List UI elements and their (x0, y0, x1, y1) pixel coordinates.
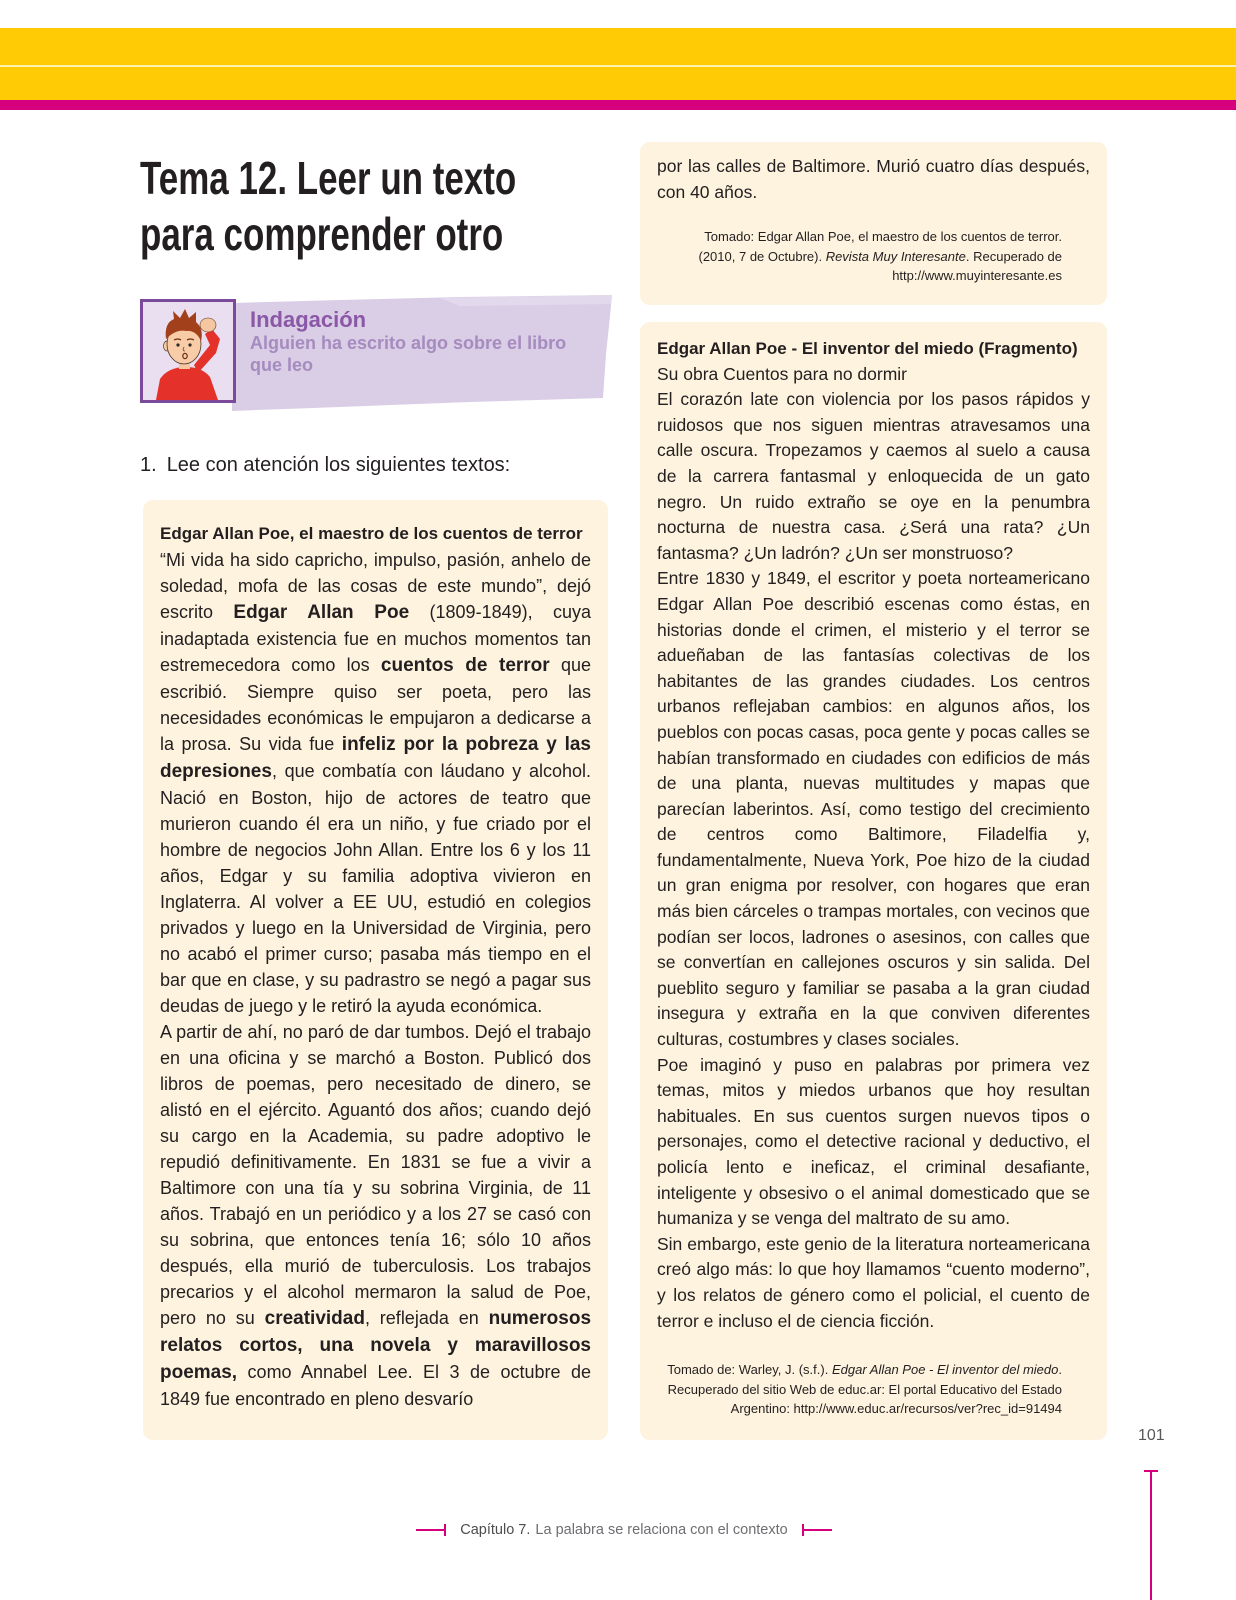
activity-number: 1. (140, 454, 157, 476)
page-title-line-2: para comprender otro (140, 208, 504, 260)
reading-box-text-2 (640, 322, 1107, 1440)
text-2-paragraph: El corazón late con violencia por los pasos rápidos y ruidosos que nos siguen mientras atravesamos una calle oscura. Tropezamos y caemos al suelo a causa de la carrera fantasmal y enloquecida de un gato negro. Un ruido extraño se oye en la penumbra nocturna de nuestra casa. ¿Será una rata? ¿Un fantasma? ¿Un ladrón? ¿Un ser monstruoso? (657, 389, 1090, 563)
indagacion-subtitle: Alguien ha escrito algo sobre el libro que leo (250, 333, 567, 375)
page-number: 101 (1138, 1427, 1165, 1444)
text-run: como Annabel Lee. El 3 de octubre de 1849 fue encontrado en pleno desvarío (160, 1362, 591, 1409)
header-yellow-band (0, 28, 1236, 65)
emphasis-run: infeliz por la pobreza y las depresiones (160, 734, 591, 782)
text-run: (1809-1849), cuya inadaptada existencia fue en muchos momentos tan estremecedora como los (160, 602, 591, 675)
footer-dash-right (802, 1529, 832, 1531)
text-run: , reflejada en (364, 1308, 489, 1328)
text-2-paragraph: Poe imaginó y puso en palabras por primera vez temas, mitos y miedos urbanos que hoy resultan habituales. En sus cuentos surgen nuevos tipos o personajes, como el detective racional y deductivo, el policía lento e ineficaz, el criminal desafiante, inteligente y obsesivo o el animal domesticado que se humaniza y se venga del maltrato de su amo. (657, 1054, 1090, 1229)
indagacion-label: Indagación (250, 307, 367, 332)
text-run: , que combatía con láudano y alcohol. Nació en Boston, hijo de actores de teatro que murieron cuando él era un niño, y fue criado por el hombre de negocios John Allan. Entre los 6 y los 11 años, Edgar y su familia adoptiva vivieron en Inglaterra. Al volver a EE UU, estudió en colegios privados y luego en la Universidad de Virginia, pero no acabó el primer curso; pasaba más tiempo en el bar que en clase, y su padrastro se negó a pagar sus deudas de juego y le retiró la ayuda económica. (160, 761, 591, 1016)
indagacion-section (140, 294, 615, 414)
footer-dash-left (416, 1529, 446, 1531)
thinking-boy-icon (140, 299, 236, 403)
header-yellow-band-lower (0, 67, 1236, 100)
emphasis-run: numerosos relatos cortos, una novela y maravillosos poemas, (160, 1308, 592, 1383)
emphasis-run: creatividad (264, 1308, 365, 1329)
activity-instruction (140, 452, 510, 478)
footer-chapter-number: Capítulo 7. (460, 1522, 531, 1538)
text-1-paragraph (160, 1019, 591, 1412)
text-2-source-citation (657, 1360, 1090, 1419)
text-run: A partir de ahí, no paró de dar tumbos. Dejó el trabajo en una oficina y se marchó a Boston. Publicó dos libros de poemas, pero necesitado de dinero, se alistó en el ejército. Aguantó dos años; cuando dejó su cargo en la Academia, su padre adoptivo le repudió definitivamente. En 1831 se fue a vivir a Baltimore con una tía y su sobrina Virginia, de 11 años. Trabajó en un periódico y a los 27 se casó con su sobrina, que entonces tenía 16; sólo 10 años después, ella murió de tuberculosis. Los trabajos precarios y el alcohol mermaron la salud de Poe, pero no su (160, 1022, 591, 1328)
text-run: que escribió. Siempre quiso ser poeta, pero las necesidades económicas le empujaron a dedicarse a la prosa. Su vida fue (160, 655, 591, 754)
text-2-paragraph: Entre 1830 y 1849, el escritor y poeta norteamericano Edgar Allan Poe describió escenas como éstas, en historias donde el crimen, el misterio y el terror se adueñaban de las fantasías colectivas de los habitantes de las grandes ciudades. Los centros urbanos reflejaban cambios: en algunos años, los pueblos con pocas casas, poca gente y pocas calles se habían transformado en ciudades con edificios de más de una planta, nuevas multitudes y mapas que parecían laberintos. Así, como testigo del crecimiento de centros como Baltimore, Filadelfia y, fundamentalmente, Nueva York, Poe hizo de la ciudad un gran enigma por resolver, con hogares que eran más bien cárceles o trampas mortales, con vecinos que podían ser locos, ladrones o asesinos, con calles que se convertían en callejones oscuros y sin salida. Del pueblito seguro y familiar se pasaba a la gran ciudad insegura y extraña en la que conviven diferentes culturas, costumbres y clases sociales. (657, 568, 1090, 1050)
citation-italic-run: Edgar Allan Poe - El inventor del miedo (831, 1362, 1059, 1378)
emphasis-run: Edgar Allan Poe (233, 602, 410, 623)
activity-text: Lee con atención los siguientes textos: (166, 454, 511, 476)
reading-box-text-1 (143, 500, 608, 1440)
reading-box-text-1-continuation (640, 142, 1107, 305)
text-2-paragraph: Sin embargo, este genio de la literatura norteamericana creó algo más: lo que hoy llamamos “cuento moderno”, y los relatos de género como el policial, el cuento de terror e incluso el de ciencia ficción. (657, 1233, 1090, 1331)
emphasis-run: cuentos de terror (380, 655, 550, 676)
citation-run: Tomado: Edgar Allan Poe, el maestro de los cuentos de terror. (2010, 7 de Octubre). (698, 229, 1062, 264)
text-2-subheading: Su obra Cuentos para no dormir (657, 363, 907, 384)
citation-run: . Recuperado de http://www.muyinteresante.es (892, 248, 1062, 284)
footer-chapter-title: La palabra se relaciona con el contexto (535, 1522, 788, 1538)
text-run: “Mi vida ha sido capricho, impulso, pasión, anhelo de soledad, mofa de las cosas de este mundo”, dejó escrito (160, 550, 591, 622)
text-1-paragraph (160, 547, 591, 1019)
text-1-continuation: por las calles de Baltimore. Murió cuatro días después, con 40 años. (657, 156, 1090, 202)
page-footer (0, 1519, 1236, 1541)
text-1-heading: Edgar Allan Poe, el maestro de los cuentos de terror (160, 524, 583, 543)
page-title (140, 150, 516, 262)
header-magenta-stripe (0, 100, 1236, 110)
text-1-source-citation (657, 227, 1090, 286)
page-title-line-1: Tema 12. Leer un texto (140, 152, 517, 204)
text-2-heading: Edgar Allan Poe - El inventor del miedo (Fragmento) (657, 339, 1078, 358)
citation-italic-run: Revista Muy Interesante (825, 248, 966, 264)
citation-run: . Recuperado del sitio Web de educ.ar: El portal Educativo del Estado Argentino: http://www.educ.ar/recursos/ver?rec_id=91494 (667, 1362, 1062, 1417)
citation-run: Tomado de: Warley, J. (s.f.). (667, 1362, 832, 1378)
